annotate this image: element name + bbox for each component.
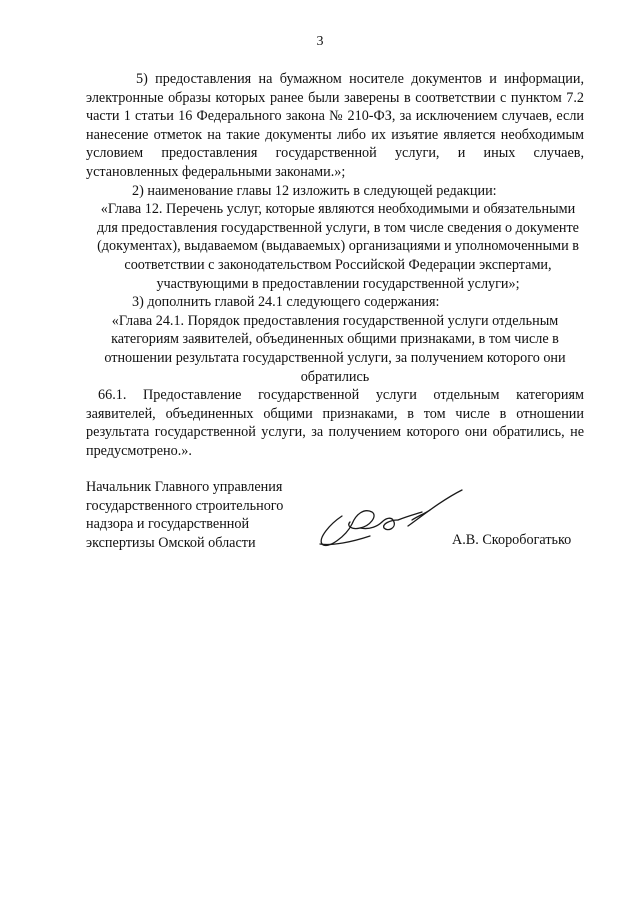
signatory-position-line: Начальник Главного управления (86, 479, 283, 495)
chapter-24-1-heading: «Глава 24.1. Порядок предоставления государственной услуги отдельным категориям заявителей, объединенных общими признаками, в том числе в отношении результата государственной услуги, за получением которого они обратились (104, 312, 566, 385)
signatory-position-line: надзора и государственной (86, 516, 250, 533)
document-body (86, 70, 584, 460)
signatory-name: А.В. Скоробогатько (452, 532, 572, 548)
paragraph-item-2: 2) наименование главы 12 изложить в следующей редакции: (132, 182, 497, 199)
handwritten-signature (312, 486, 472, 556)
paragraph-item-5: 5) предоставления на бумажном носителе документов и информации, электронные образы которых ранее были заверены в соответствии с пунктом 7.2 части 1 статьи 16 Федерального закона № 210-ФЗ, за исключением случаев, если нанесение отметок на такие документы либо их изъятие является необходимым условием предоставления государственной услуги, и иных случаев, установленных федеральными законами.»; (86, 71, 584, 180)
signatory-position-line: государственного строительного (86, 497, 284, 514)
page-number: 3 (316, 34, 324, 49)
chapter-12-heading: «Глава 12. Перечень услуг, которые являются необходимыми и обязательными для предоставления государственной услуги, в том числе сведения о документе (документах), выдаваемом (выдаваемых) организациями и уполномоченными в соответствии с законодательством Российской Федерации экспертами, участвующими в предоставлении государственной услуги»; (97, 201, 579, 292)
signatory-position (86, 478, 316, 552)
signatory-position-line: экспертизы Омской области (86, 534, 256, 551)
paragraph-item-3: 3) дополнить главой 24.1 следующего содержания: (132, 294, 440, 311)
paragraph-66-1: 66.1. Предоставление государственной услуги отдельным категориям заявителей, объединенных общими признаками, в том числе в отношении результата государственной услуги, за получением которого они обратились, не предусмотрено.». (86, 387, 584, 459)
